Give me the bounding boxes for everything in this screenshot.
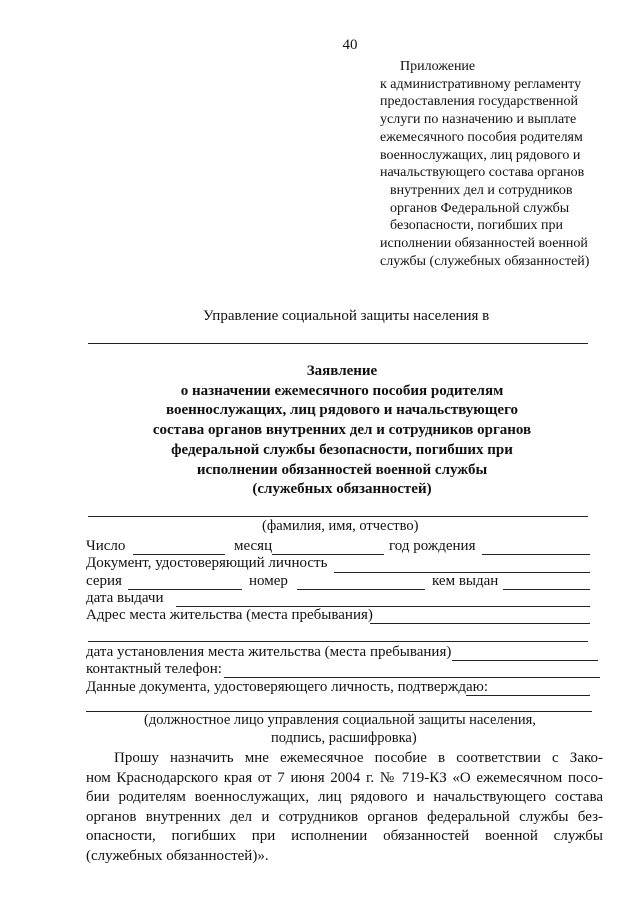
title-line: исполнении обязанностей военной службы (196, 461, 488, 478)
full-name-field[interactable] (88, 516, 588, 517)
paragraph-line: Прошу назначить мне ежемесячное пособие в соответствии с Зако- (114, 750, 603, 766)
application-title (88, 362, 596, 500)
official-caption-line2: подпись, расшифровка) (271, 730, 417, 746)
appendix-line: предоставления государственной (380, 94, 579, 110)
issued-by-field[interactable] (503, 589, 590, 590)
title-line: Заявление (306, 363, 378, 379)
appendix-line: ежемесячного пособия родителям (380, 129, 583, 145)
paragraph-line: бии родителям военнослужащих, лиц рядового и начальствующего состава (86, 789, 603, 806)
paragraph-line: опасности, погибших при исполнении обязанностей военной службы (86, 828, 603, 845)
residence-date-field[interactable] (452, 660, 598, 661)
confirm-field[interactable] (466, 695, 590, 696)
department-name-field[interactable] (88, 343, 588, 344)
issue-date-label: дата выдачи (86, 590, 164, 606)
address-label: Адрес места жительства (места пребывания) (86, 607, 373, 623)
official-caption-line1: (должностное лицо управления социальной защиты населения, (144, 712, 536, 728)
paragraph-line: (служебных обязанностей)». (86, 847, 269, 864)
title-line: состава органов внутренних дел и сотрудников органов (152, 422, 532, 439)
number-field[interactable] (297, 589, 425, 590)
address-field-line2[interactable] (88, 641, 588, 642)
paragraph-line: органов внутренних дел и сотрудников органов федеральной службы без- (86, 808, 603, 825)
appendix-line: военнослужащих, лиц рядового и (380, 147, 581, 163)
appendix-line: внутренних дел и сотрудников (390, 182, 573, 198)
page-number: 40 (342, 37, 358, 53)
appendix-line: Приложение (400, 59, 476, 74)
appendix-line: начальствующего состава органов (380, 165, 585, 181)
appendix-line: услуги по назначению и выплате (380, 112, 577, 128)
confirm-label: Данные документа, удостоверяющего личность, подтверждаю: (86, 679, 489, 695)
title-line: военнослужащих, лиц рядового и начальствующего (165, 402, 519, 419)
day-label: Число (86, 538, 126, 554)
series-label: серия (86, 573, 122, 589)
appendix-line: службы (служебных обязанностей) (380, 253, 590, 269)
phone-field[interactable] (224, 677, 600, 678)
number-label: номер (249, 573, 288, 589)
appendix-header (380, 58, 610, 270)
department-line: Управление социальной защиты населения в (203, 308, 490, 324)
title-line: (служебных обязанностей) (252, 481, 432, 498)
title-line: федеральной службы безопасности, погибших при (171, 441, 513, 458)
appendix-line: к административному регламенту (380, 76, 582, 92)
address-field[interactable] (370, 623, 590, 624)
residence-date-label: дата установления места жительства (места пребывания) (86, 644, 452, 660)
issued-by-label: кем выдан (432, 573, 499, 589)
full-name-caption: (фамилия, имя, отчество) (262, 518, 419, 534)
appendix-line: безопасности, погибших при (390, 218, 563, 234)
month-label: месяц (234, 538, 273, 554)
appendix-line: органов Федеральной службы (390, 200, 570, 216)
appendix-line: исполнении обязанностей военной (380, 236, 588, 252)
title-line: о назначении ежемесячного пособия родителям (180, 382, 504, 399)
paragraph-line: ном Краснодарского края от 7 июня 2004 г. № 719-КЗ «О ежемесячном посо- (86, 769, 603, 786)
request-paragraph (86, 749, 603, 867)
phone-label: контактный телефон: (86, 661, 222, 677)
birth-year-label: год рождения (389, 538, 476, 554)
birth-year-field[interactable] (482, 554, 590, 555)
identity-document-label: Документ, удостоверяющий личность (86, 555, 328, 571)
